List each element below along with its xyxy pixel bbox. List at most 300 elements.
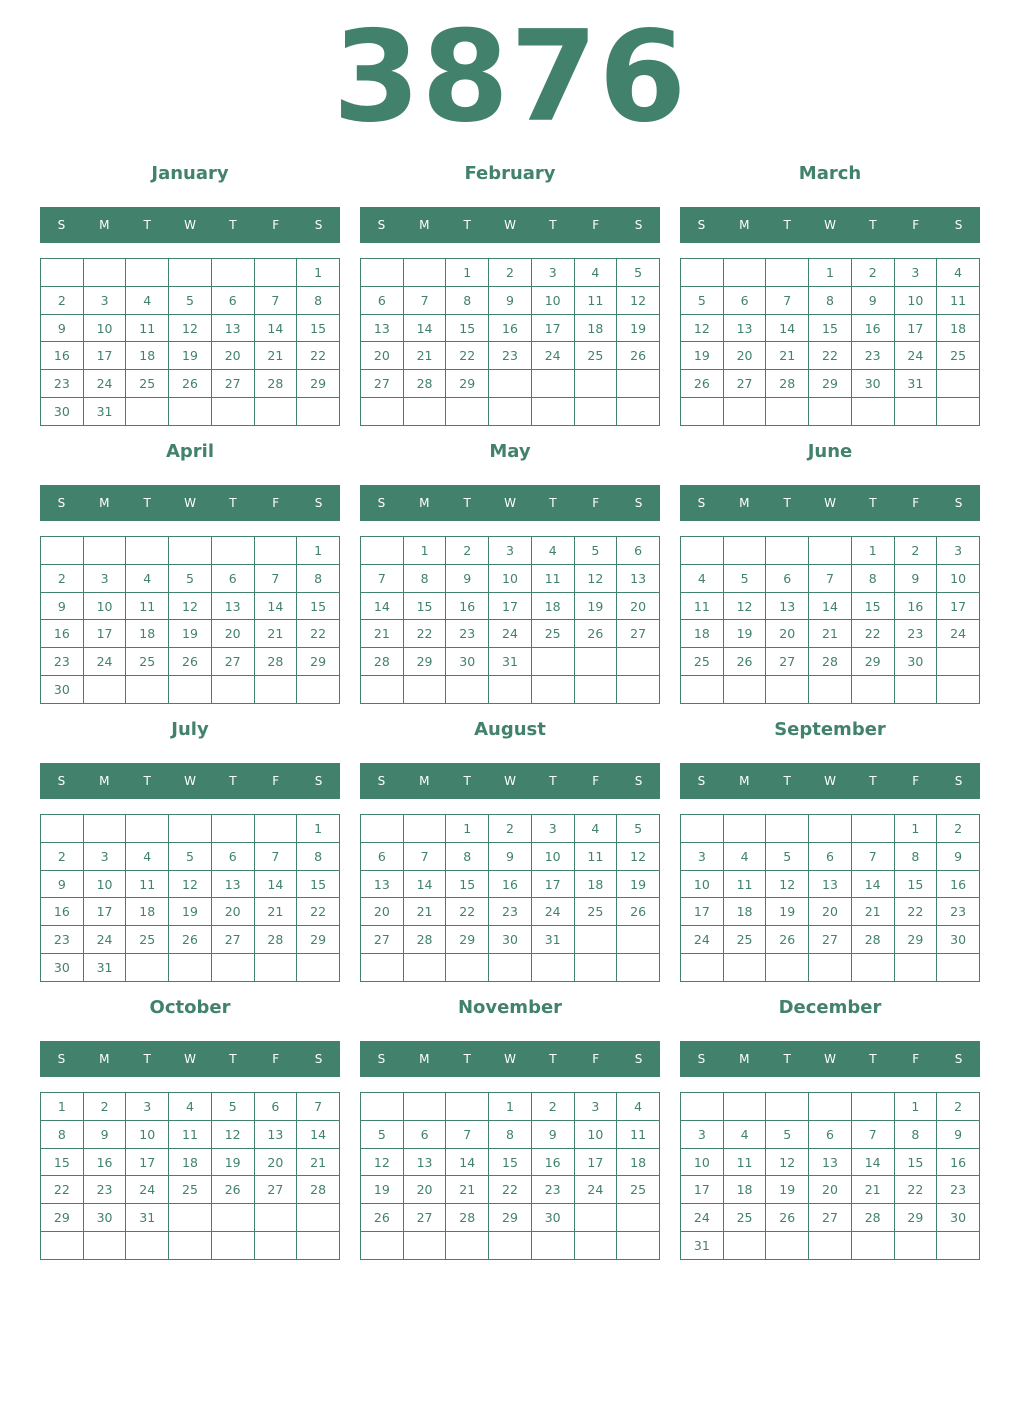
weekday-header [40, 207, 340, 243]
day-cell: 2 [894, 537, 937, 565]
empty-cell [297, 1232, 340, 1260]
day-cell: 12 [766, 870, 809, 898]
day-cell: 28 [254, 926, 297, 954]
day-cell: 19 [169, 342, 212, 370]
day-cell: 26 [574, 620, 617, 648]
empty-cell [126, 1232, 169, 1260]
day-cell: 28 [297, 1176, 340, 1204]
day-cell: 27 [211, 370, 254, 398]
week-row [41, 1120, 340, 1148]
day-cell: 8 [851, 564, 894, 592]
day-cell: 23 [83, 1176, 126, 1204]
day-cell: 14 [403, 870, 446, 898]
day-cell: 18 [126, 620, 169, 648]
day-cell: 25 [126, 926, 169, 954]
empty-cell [851, 954, 894, 982]
day-cell: 30 [83, 1204, 126, 1232]
day-cell: 12 [169, 592, 212, 620]
week-row [361, 314, 660, 342]
day-cell: 8 [894, 1120, 937, 1148]
day-cell: 20 [361, 898, 404, 926]
day-grid [680, 258, 980, 426]
week-row [41, 648, 340, 676]
day-cell: 8 [297, 842, 340, 870]
day-cell: 5 [361, 1120, 404, 1148]
empty-cell [531, 648, 574, 676]
weekday-label: M [99, 218, 110, 232]
day-cell: 16 [41, 342, 84, 370]
day-cell: 13 [403, 1148, 446, 1176]
weekday-label: W [504, 774, 516, 788]
empty-cell [574, 676, 617, 704]
empty-cell [574, 1232, 617, 1260]
day-cell: 16 [851, 314, 894, 342]
week-row [41, 592, 340, 620]
day-cell: 28 [403, 370, 446, 398]
day-cell: 24 [83, 370, 126, 398]
week-row [41, 898, 340, 926]
day-cell: 23 [41, 370, 84, 398]
week-row [681, 1232, 980, 1260]
day-cell: 13 [766, 592, 809, 620]
empty-cell [766, 398, 809, 426]
empty-cell [681, 1093, 724, 1121]
week-row [361, 898, 660, 926]
week-row [361, 815, 660, 843]
day-cell: 18 [937, 314, 980, 342]
empty-cell [617, 1232, 660, 1260]
weekday-label: T [783, 496, 791, 510]
week-row [361, 676, 660, 704]
weekday-label: W [504, 1052, 516, 1066]
day-cell: 14 [403, 314, 446, 342]
weekday-label: F [272, 1052, 280, 1066]
day-cell: 1 [41, 1093, 84, 1121]
weekday-header [360, 207, 660, 243]
weekday-label: T [549, 496, 557, 510]
day-cell: 16 [937, 870, 980, 898]
day-grid [40, 1092, 340, 1260]
empty-cell [851, 676, 894, 704]
weekday-label: M [739, 218, 750, 232]
empty-cell [531, 398, 574, 426]
week-row [41, 286, 340, 314]
day-cell: 4 [574, 259, 617, 287]
day-cell: 29 [851, 648, 894, 676]
weekday-label: F [592, 496, 600, 510]
day-cell: 25 [531, 620, 574, 648]
week-row [361, 926, 660, 954]
empty-cell [489, 370, 532, 398]
month-name: November [457, 997, 563, 1018]
empty-cell [126, 815, 169, 843]
day-cell: 20 [403, 1176, 446, 1204]
weekday-label: M [99, 1052, 110, 1066]
day-cell: 26 [766, 1204, 809, 1232]
day-cell: 4 [723, 1120, 766, 1148]
day-cell: 25 [574, 342, 617, 370]
day-cell: 26 [361, 1204, 404, 1232]
empty-cell [254, 815, 297, 843]
week-row [681, 926, 980, 954]
empty-cell [809, 954, 852, 982]
day-cell: 23 [894, 620, 937, 648]
day-cell: 8 [297, 286, 340, 314]
week-row [681, 842, 980, 870]
week-row [41, 1093, 340, 1121]
week-row [681, 398, 980, 426]
day-cell: 29 [489, 1204, 532, 1232]
day-cell: 3 [126, 1093, 169, 1121]
weekday-label: T [229, 218, 237, 232]
week-row [41, 1148, 340, 1176]
day-cell: 31 [894, 370, 937, 398]
day-cell: 18 [681, 620, 724, 648]
month-name: October [149, 997, 231, 1018]
empty-cell [403, 1232, 446, 1260]
empty-cell [361, 815, 404, 843]
weekday-label: S [57, 218, 66, 232]
day-cell: 7 [361, 564, 404, 592]
week-row [681, 870, 980, 898]
day-cell: 9 [41, 314, 84, 342]
day-cell: 15 [403, 592, 446, 620]
day-cell: 15 [809, 314, 852, 342]
day-cell: 11 [574, 286, 617, 314]
day-cell: 12 [169, 314, 212, 342]
day-cell: 19 [169, 620, 212, 648]
day-cell: 7 [766, 286, 809, 314]
day-cell: 15 [489, 1148, 532, 1176]
day-cell: 6 [403, 1120, 446, 1148]
day-cell: 4 [681, 564, 724, 592]
empty-cell [723, 259, 766, 287]
day-cell: 27 [403, 1204, 446, 1232]
week-row [681, 1120, 980, 1148]
day-grid [40, 814, 340, 982]
day-cell: 23 [937, 1176, 980, 1204]
day-cell: 4 [723, 842, 766, 870]
day-cell: 4 [126, 286, 169, 314]
week-row [41, 1204, 340, 1232]
week-row [41, 1232, 340, 1260]
weekday-label: W [824, 218, 836, 232]
day-cell: 16 [446, 592, 489, 620]
day-cell: 7 [403, 286, 446, 314]
day-cell: 16 [894, 592, 937, 620]
day-grid [40, 536, 340, 704]
day-cell: 9 [894, 564, 937, 592]
empty-cell [169, 1204, 212, 1232]
day-cell: 13 [723, 314, 766, 342]
week-row [41, 842, 340, 870]
day-cell: 8 [446, 286, 489, 314]
day-cell: 8 [894, 842, 937, 870]
day-cell: 3 [894, 259, 937, 287]
weekday-label: F [912, 774, 920, 788]
day-cell: 12 [169, 870, 212, 898]
day-cell: 17 [574, 1148, 617, 1176]
weekday-label: S [954, 774, 963, 788]
day-cell: 10 [531, 842, 574, 870]
week-row [361, 1232, 660, 1260]
day-cell: 30 [41, 954, 84, 982]
weekday-label: S [697, 218, 706, 232]
week-row [681, 676, 980, 704]
day-cell: 29 [446, 370, 489, 398]
day-cell: 30 [937, 1204, 980, 1232]
day-cell: 19 [361, 1176, 404, 1204]
day-cell: 29 [41, 1204, 84, 1232]
day-cell: 29 [297, 648, 340, 676]
day-cell: 24 [681, 1204, 724, 1232]
day-cell: 15 [894, 870, 937, 898]
day-cell: 24 [83, 648, 126, 676]
day-cell: 1 [851, 537, 894, 565]
day-cell: 17 [894, 314, 937, 342]
weekday-label: M [419, 496, 430, 510]
day-cell: 11 [681, 592, 724, 620]
day-cell: 31 [126, 1204, 169, 1232]
weekday-label: W [824, 496, 836, 510]
week-row [361, 1120, 660, 1148]
day-cell: 26 [766, 926, 809, 954]
day-cell: 24 [531, 898, 574, 926]
day-cell: 12 [766, 1148, 809, 1176]
month-name: July [171, 719, 209, 740]
day-cell: 16 [531, 1148, 574, 1176]
day-cell: 4 [126, 564, 169, 592]
day-cell: 1 [403, 537, 446, 565]
day-cell: 10 [681, 870, 724, 898]
day-cell: 27 [361, 370, 404, 398]
empty-cell [617, 398, 660, 426]
day-cell: 7 [851, 842, 894, 870]
day-cell: 10 [681, 1148, 724, 1176]
day-cell: 24 [574, 1176, 617, 1204]
day-cell: 28 [446, 1204, 489, 1232]
day-cell: 7 [446, 1120, 489, 1148]
empty-cell [937, 954, 980, 982]
day-cell: 22 [809, 342, 852, 370]
week-row [681, 620, 980, 648]
day-cell: 15 [297, 592, 340, 620]
weekday-label: T [229, 774, 237, 788]
empty-cell [297, 676, 340, 704]
day-cell: 7 [403, 842, 446, 870]
day-cell: 11 [574, 842, 617, 870]
day-cell: 14 [361, 592, 404, 620]
day-cell: 25 [723, 1204, 766, 1232]
day-cell: 3 [83, 286, 126, 314]
weekday-label: S [954, 496, 963, 510]
empty-cell [403, 259, 446, 287]
day-cell: 5 [681, 286, 724, 314]
empty-cell [766, 537, 809, 565]
empty-cell [937, 398, 980, 426]
day-cell: 22 [446, 898, 489, 926]
day-cell: 25 [681, 648, 724, 676]
week-row [41, 870, 340, 898]
day-cell: 7 [851, 1120, 894, 1148]
week-row [41, 564, 340, 592]
day-cell: 18 [723, 898, 766, 926]
empty-cell [617, 926, 660, 954]
day-cell: 20 [617, 592, 660, 620]
day-cell: 12 [574, 564, 617, 592]
weekday-label: S [634, 218, 643, 232]
day-cell: 2 [41, 564, 84, 592]
day-cell: 30 [851, 370, 894, 398]
empty-cell [723, 398, 766, 426]
weekday-label: S [377, 774, 386, 788]
weekday-header [680, 485, 980, 521]
day-cell: 29 [894, 926, 937, 954]
day-cell: 1 [809, 259, 852, 287]
weekday-label: T [869, 1052, 877, 1066]
week-row [681, 259, 980, 287]
day-cell: 20 [254, 1148, 297, 1176]
empty-cell [254, 537, 297, 565]
day-cell: 4 [617, 1093, 660, 1121]
weekday-label: F [912, 218, 920, 232]
empty-cell [361, 259, 404, 287]
day-cell: 20 [361, 342, 404, 370]
week-row [361, 1176, 660, 1204]
weekday-label: T [549, 218, 557, 232]
week-row [361, 592, 660, 620]
week-row [681, 342, 980, 370]
day-cell: 24 [126, 1176, 169, 1204]
day-cell: 11 [531, 564, 574, 592]
weekday-label: S [697, 774, 706, 788]
week-row [361, 370, 660, 398]
empty-cell [361, 537, 404, 565]
weekday-label: S [57, 774, 66, 788]
day-cell: 17 [531, 870, 574, 898]
day-cell: 1 [894, 1093, 937, 1121]
day-cell: 18 [169, 1148, 212, 1176]
day-cell: 23 [489, 342, 532, 370]
day-cell: 6 [809, 1120, 852, 1148]
weekday-label: S [634, 496, 643, 510]
day-cell: 18 [574, 314, 617, 342]
day-cell: 19 [617, 870, 660, 898]
day-cell: 11 [617, 1120, 660, 1148]
day-cell: 11 [723, 1148, 766, 1176]
day-cell: 14 [254, 870, 297, 898]
empty-cell [531, 370, 574, 398]
day-cell: 17 [937, 592, 980, 620]
day-cell: 15 [894, 1148, 937, 1176]
empty-cell [169, 676, 212, 704]
day-grid [680, 814, 980, 982]
weekday-label: S [314, 218, 323, 232]
day-cell: 18 [574, 870, 617, 898]
weekday-label: S [314, 496, 323, 510]
day-cell: 2 [41, 286, 84, 314]
day-cell: 10 [489, 564, 532, 592]
empty-cell [574, 954, 617, 982]
weekday-label: T [783, 774, 791, 788]
day-cell: 22 [894, 898, 937, 926]
day-cell: 24 [681, 926, 724, 954]
day-cell: 3 [83, 842, 126, 870]
week-row [361, 870, 660, 898]
day-cell: 27 [254, 1176, 297, 1204]
day-cell: 18 [531, 592, 574, 620]
month-name: June [807, 441, 853, 462]
weekday-label: S [57, 1052, 66, 1066]
day-cell: 10 [937, 564, 980, 592]
week-row [681, 564, 980, 592]
weekday-label: F [592, 774, 600, 788]
empty-cell [297, 398, 340, 426]
day-cell: 31 [489, 648, 532, 676]
day-cell: 1 [489, 1093, 532, 1121]
weekday-label: T [549, 774, 557, 788]
day-cell: 8 [297, 564, 340, 592]
empty-cell [254, 1232, 297, 1260]
empty-cell [83, 259, 126, 287]
empty-cell [446, 954, 489, 982]
day-cell: 15 [297, 314, 340, 342]
day-cell: 23 [531, 1176, 574, 1204]
day-cell: 12 [617, 286, 660, 314]
day-cell: 8 [446, 842, 489, 870]
month-name: August [474, 719, 546, 740]
empty-cell [169, 537, 212, 565]
empty-cell [361, 398, 404, 426]
empty-cell [297, 1204, 340, 1232]
day-cell: 22 [403, 620, 446, 648]
day-cell: 6 [211, 286, 254, 314]
day-cell: 30 [41, 398, 84, 426]
empty-cell [254, 259, 297, 287]
empty-cell [617, 648, 660, 676]
empty-cell [403, 954, 446, 982]
day-cell: 9 [531, 1120, 574, 1148]
day-cell: 27 [361, 926, 404, 954]
day-cell: 3 [937, 537, 980, 565]
day-cell: 27 [723, 370, 766, 398]
day-cell: 9 [851, 286, 894, 314]
day-cell: 16 [937, 1148, 980, 1176]
weekday-label: T [229, 496, 237, 510]
month-name: January [151, 163, 229, 184]
day-cell: 29 [446, 926, 489, 954]
empty-cell [681, 676, 724, 704]
empty-cell [169, 954, 212, 982]
day-cell: 4 [126, 842, 169, 870]
empty-cell [83, 815, 126, 843]
weekday-label: T [463, 774, 471, 788]
weekday-header [360, 485, 660, 521]
day-cell: 20 [766, 620, 809, 648]
weekday-label: S [314, 1052, 323, 1066]
day-cell: 19 [766, 898, 809, 926]
day-cell: 4 [937, 259, 980, 287]
day-cell: 9 [446, 564, 489, 592]
weekday-label: M [739, 496, 750, 510]
weekday-label: M [99, 496, 110, 510]
day-grid [40, 258, 340, 426]
day-grid [360, 1092, 660, 1260]
day-cell: 4 [531, 537, 574, 565]
empty-cell [766, 1093, 809, 1121]
day-grid [680, 536, 980, 704]
day-cell: 5 [617, 815, 660, 843]
